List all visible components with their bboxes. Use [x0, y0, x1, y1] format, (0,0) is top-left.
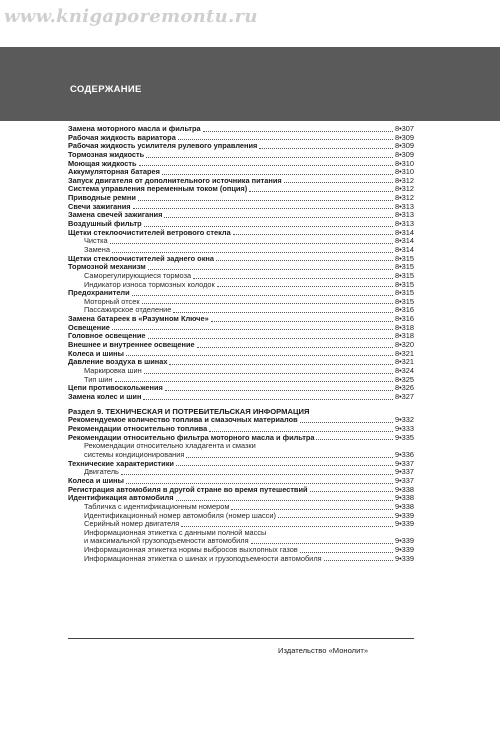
- toc-entry-page: 8•310: [394, 167, 414, 177]
- toc-entry-page: 8•316: [394, 305, 414, 315]
- toc-entry-title: Моющая жидкость: [68, 158, 137, 168]
- toc-entry-page: 8•313: [394, 201, 414, 211]
- toc-entry-page: 8•312: [394, 193, 414, 203]
- toc-entry-page: 9•338: [394, 501, 414, 511]
- toc-entry-title: Рекомендации относительно хладагента и смазки: [84, 441, 256, 451]
- toc-entry-title: Технические характеристики: [68, 458, 174, 468]
- dot-leader: [165, 389, 393, 391]
- toc-entry-title: Тормозной механизм: [68, 262, 146, 272]
- toc-entry-title: Идентификационный номер автомобиля (номер шасси): [84, 510, 276, 520]
- toc-entry-title: Информационная этикетка о шинах и грузоподъемности автомобиля: [84, 553, 322, 563]
- toc-entry-page: 8•324: [394, 365, 414, 375]
- toc-entry-page: 8•315: [394, 262, 414, 272]
- toc-entry-title: Моторный отсек: [84, 296, 140, 306]
- toc-entry-page: 8•312: [394, 175, 414, 185]
- toc-entry[interactable]: [68, 237, 414, 246]
- toc-entry[interactable]: [68, 315, 414, 324]
- toc-entry-page: 8•320: [394, 340, 414, 349]
- toc-entry-title: Тип шин: [84, 374, 113, 384]
- toc-entry-title: Рекомендации относительно топлива: [68, 424, 208, 434]
- dot-leader: [138, 199, 393, 201]
- dot-leader: [148, 268, 393, 270]
- toc-entry-page: 8•307: [394, 123, 414, 133]
- dot-leader: [233, 233, 393, 235]
- toc-entry[interactable]: [68, 229, 414, 238]
- dot-leader: [176, 464, 393, 466]
- dot-leader: [148, 337, 393, 339]
- toc-entry-page: 9•337: [394, 458, 414, 468]
- toc-entry-page: 8•321: [394, 357, 414, 367]
- toc-entry-title: Двигатель: [84, 467, 119, 477]
- toc-entry-page: 8•315: [394, 253, 414, 263]
- dot-leader: [324, 559, 393, 561]
- dot-leader: [231, 508, 393, 510]
- dot-leader: [126, 482, 393, 484]
- toc-entry-page: 9•335: [394, 432, 414, 442]
- toc-entry-title: Щетки стеклоочистителей ветрового стекла: [68, 227, 231, 237]
- toc-entry-page: 9•339: [394, 553, 414, 563]
- toc-entry-title: Идентификация автомобиля: [68, 493, 174, 503]
- toc-entry-page: 8•315: [394, 279, 414, 289]
- toc-entry[interactable]: [68, 460, 414, 469]
- dot-leader: [126, 354, 393, 356]
- dot-leader: [310, 490, 393, 492]
- toc-entry-title: Индикатор износа тормозных колодок: [84, 279, 215, 289]
- toc-entry-page: 8•318: [394, 331, 414, 341]
- dot-leader: [193, 277, 393, 279]
- toc-entry-page: 9•337: [394, 467, 414, 477]
- toc-entry-page: 9•332: [394, 415, 414, 425]
- toc-entry-page: 8•314: [394, 227, 414, 237]
- toc-entry-page: 8•313: [394, 219, 414, 229]
- toc-entry-title: системы кондиционирования: [84, 450, 185, 460]
- toc-entry-page: 8•315: [394, 270, 414, 280]
- toc-entry-page: 8•315: [394, 288, 414, 298]
- dot-leader: [143, 398, 393, 400]
- dot-leader: [146, 156, 393, 158]
- dot-leader: [203, 130, 393, 132]
- toc-entry-title: и максимальной грузоподъемности автомобиля: [84, 536, 249, 546]
- toc-entry-page: 9•336: [394, 450, 414, 460]
- dot-leader: [278, 516, 393, 518]
- toc-entry-title: Давление воздуха в шинах: [68, 357, 168, 367]
- toc-entry-title: Замена: [84, 244, 110, 254]
- toc-entry-title: Замена моторного масла и фильтра: [68, 123, 201, 133]
- toc-entry-title: Информационная этикетка с данными полной массы: [84, 527, 267, 537]
- toc-entry-title: Рекомендации относительно фильтра моторного масла и фильтра: [68, 432, 315, 442]
- dot-leader: [142, 302, 393, 304]
- toc-entry-title: Раздел 9. ТЕХНИЧЕСКАЯ И ПОТРЕБИТЕЛЬСКАЯ ИНФОРМАЦИЯ: [68, 406, 310, 416]
- toc-entry-title: Рекомендуемое количество топлива и смазочных материалов: [68, 415, 298, 425]
- toc-entry-title: Цепи противоскольжения: [68, 383, 163, 393]
- toc-entry-page: 9•333: [394, 424, 414, 434]
- toc-entry-title: Табличка с идентификационным номером: [84, 501, 230, 511]
- dot-leader: [133, 207, 393, 209]
- dot-leader: [132, 294, 393, 296]
- toc-entry-page: 9•339: [394, 536, 414, 546]
- toc-entry-page: 9•337: [394, 475, 414, 485]
- dot-leader: [300, 551, 393, 553]
- dot-leader: [217, 285, 393, 287]
- toc-entry-page: 8•309: [394, 132, 414, 142]
- dot-leader: [209, 430, 393, 432]
- toc-entry-page: 8•325: [394, 374, 414, 384]
- toc-entry-title: Воздушный фильтр: [68, 219, 142, 229]
- dot-leader: [144, 372, 393, 374]
- dot-leader: [112, 328, 393, 330]
- toc-entry-title: Предохранители: [68, 288, 130, 298]
- dot-leader: [178, 138, 393, 140]
- dot-leader: [186, 456, 393, 458]
- dot-leader: [112, 251, 393, 253]
- toc-entry-title: Саморегулирующиеся тормоза: [84, 270, 192, 280]
- watermark-text: www.knigaporemontu.ru: [4, 6, 258, 27]
- toc-entry-title: Колеса и шины: [68, 348, 124, 358]
- toc-entry-title: Замена свечей зажигания: [68, 210, 163, 220]
- toc-entry[interactable]: [68, 393, 414, 402]
- dot-leader: [115, 380, 393, 382]
- dot-leader: [164, 216, 393, 218]
- toc-entry-title: Тормозная жидкость: [68, 149, 145, 159]
- dot-leader: [251, 542, 393, 544]
- dot-leader: [259, 147, 393, 149]
- dot-leader: [284, 181, 393, 183]
- header-title: СОДЕРЖАНИЕ: [70, 84, 142, 95]
- dot-leader: [162, 173, 393, 175]
- toc-entry-page: 9•339: [394, 510, 414, 520]
- toc-entry-title: Регистрация автомобиля в другой стране во время путешествий: [68, 484, 308, 494]
- dot-leader: [144, 225, 393, 227]
- toc-entry-title: Информационная этикетка нормы выбросов выхлопных газов: [84, 545, 298, 555]
- toc-entry-page: 8•327: [394, 391, 414, 401]
- toc-entry-title: Головное освещение: [68, 331, 146, 341]
- toc-entry-page: 8•318: [394, 322, 414, 332]
- publisher-credit: Издательство «Монолит»: [278, 646, 369, 655]
- toc-entry[interactable]: [68, 555, 414, 564]
- toc-entry-page: 9•339: [394, 545, 414, 555]
- dot-leader: [300, 421, 393, 423]
- toc-entry-page: 8•309: [394, 141, 414, 151]
- dot-leader: [316, 438, 393, 440]
- toc-entry-title: Аккумуляторная батарея: [68, 167, 160, 177]
- toc-entry-page: 9•338: [394, 493, 414, 503]
- toc-entry-page: 9•339: [394, 519, 414, 529]
- toc-entry-page: 8•314: [394, 244, 414, 254]
- toc-entry-title: Рабочая жидкость усилителя рулевого управления: [68, 141, 258, 151]
- toc-entry-title: Освещение: [68, 322, 110, 332]
- toc-entry-page: 8•316: [394, 314, 414, 324]
- toc-entry-title: Замена колес и шин: [68, 391, 142, 401]
- dot-leader: [216, 259, 393, 261]
- toc-entry-page: 8•312: [394, 184, 414, 194]
- dot-leader: [169, 363, 392, 365]
- dot-leader: [139, 164, 393, 166]
- footer-rule: [68, 638, 414, 639]
- toc-entry-title: Замена батареек в «Разумном Ключе»: [68, 314, 209, 324]
- toc-entry-title: Запуск двигателя от дополнительного источника питания: [68, 175, 282, 185]
- dot-leader: [110, 242, 393, 244]
- page-header: [0, 47, 500, 121]
- toc-entry-title: Маркировка шин: [84, 365, 142, 375]
- toc-entry-title: Приводные ремни: [68, 193, 136, 203]
- toc-entry-page: 8•315: [394, 296, 414, 306]
- toc-entry-page: 8•314: [394, 236, 414, 246]
- toc-entry-page: 8•321: [394, 348, 414, 358]
- dot-leader: [197, 346, 393, 348]
- dot-leader: [249, 190, 393, 192]
- toc-entry-page: 8•310: [394, 158, 414, 168]
- toc-entry-title: Свечи зажигания: [68, 201, 131, 211]
- dot-leader: [173, 311, 393, 313]
- toc-entry-page: 9•338: [394, 484, 414, 494]
- toc-entry-title: Щетки стеклоочистителей заднего окна: [68, 253, 214, 263]
- toc-entry-page: 8•326: [394, 383, 414, 393]
- toc-entry-title: Пассажирское отделение: [84, 305, 172, 315]
- toc-entry-title: Внешнее и внутреннее освещение: [68, 340, 195, 349]
- table-of-contents: [68, 125, 414, 563]
- toc-entry[interactable]: [68, 367, 414, 376]
- dot-leader: [121, 473, 393, 475]
- toc-entry-title: Рабочая жидкость вариатора: [68, 132, 176, 142]
- toc-entry-page: 8•309: [394, 149, 414, 159]
- toc-entry-title: Чистка: [84, 236, 108, 246]
- dot-leader: [211, 320, 393, 322]
- toc-entry-title: Система управления переменным током (опция): [68, 184, 248, 194]
- toc-entry-title: Колеса и шины: [68, 475, 124, 485]
- dot-leader: [181, 525, 393, 527]
- toc-entry-page: 8•313: [394, 210, 414, 220]
- toc-entry-title: Серийный номер двигателя: [84, 519, 180, 529]
- dot-leader: [176, 499, 393, 501]
